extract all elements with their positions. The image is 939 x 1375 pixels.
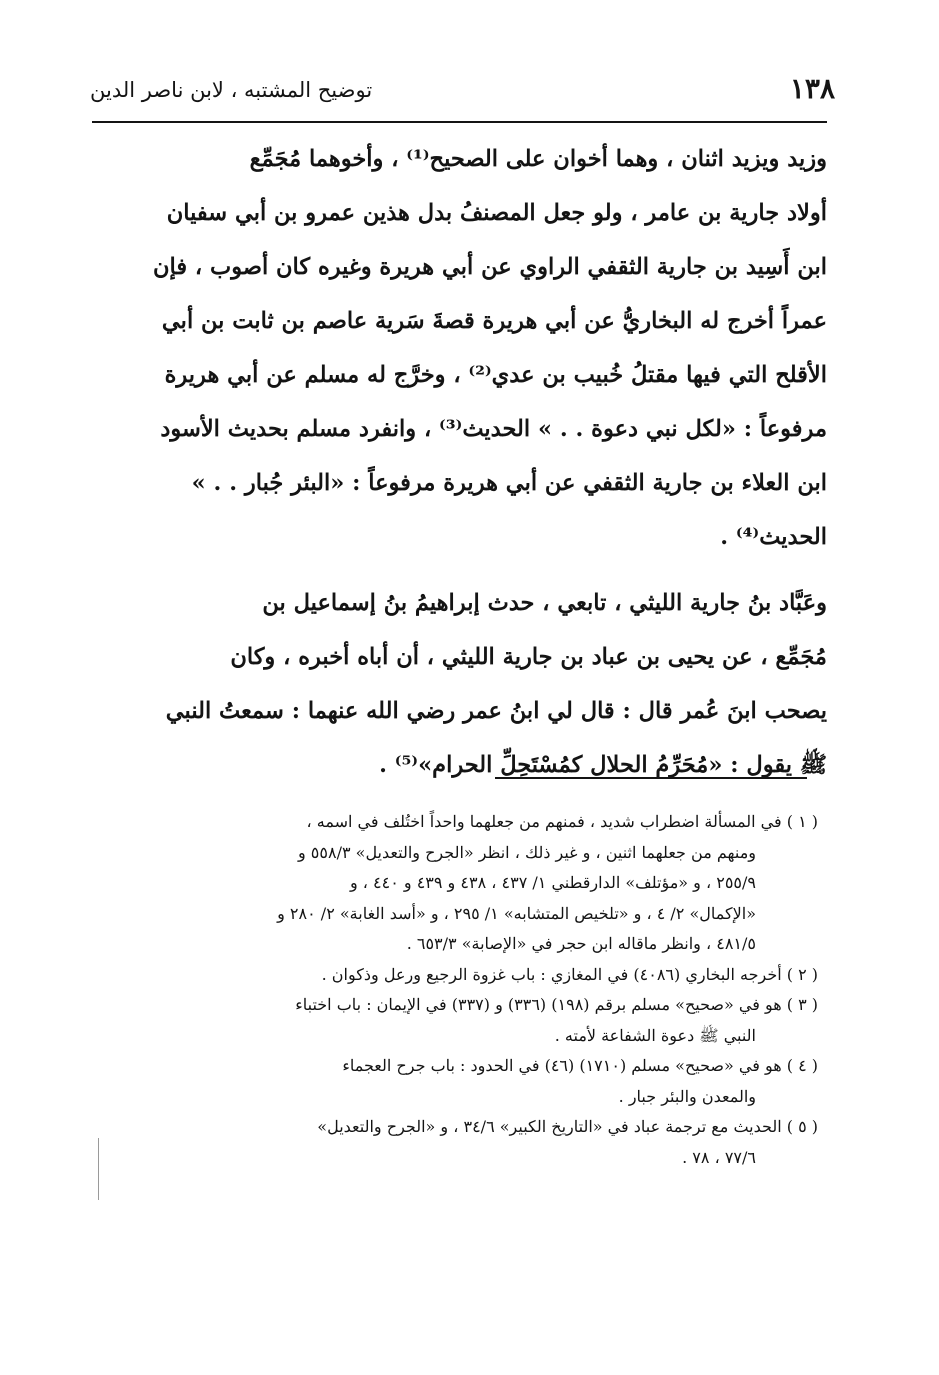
running-title: توضيح المشتبه ، لابن ناصر الدين: [90, 78, 373, 102]
footnote-1-cont: ٢٥٥/٩ ، و «مؤتلف» الدارقطني ١/ ٤٣٧ ، ٤٣٨ و ٤٣٩ و ٤٤٠ ، و: [349, 873, 756, 892]
footnote-3: ( ٣ ) هو في «صحيح» مسلم برقم (١٩٨) (٣٣٦) و (٣٣٧) في الإيمان : باب اختباء: [295, 995, 818, 1014]
footnote-1-cont: ومنهم من جعلهما اثنين ، و غير ذلك ، انظر «الجرح والتعديل» ٥٥٨/٣ و: [297, 842, 756, 862]
body-line: مرفوعاً : «لكل نبي دعوة . . » الحديث⁽³⁾ ، وانفرد مسلم بحديث الأسود: [160, 416, 827, 442]
body-line: ﷺ يقول : «مُحَرِّمُ الحلال كمُسْتَحِلِّ الحرام»⁽⁵⁾ .: [379, 752, 827, 778]
footnote-1: ( ١ ) في المسألة اضطراب شديد ، فمنهم من جعلهما واحداً اختُلف في اسمه ،: [306, 812, 818, 831]
main-text: [92, 132, 827, 792]
body-line: مُجَمِّع ، عن يحيى بن عباد بن جارية الليثي ، أن أباه أخبره ، وكان: [230, 644, 827, 670]
body-line: الأقلح التي فيها مقتلُ خُبيب بن عدي⁽²⁾ ، وخرَّج له مسلم عن أبي هريرة: [164, 362, 827, 388]
body-line: وزيد ويزيد اثنان ، وهما أخوان على الصحيح⁽¹⁾ ، وأخوهما مُجَمِّع: [249, 146, 827, 172]
footnote-1-cont: «الإكمال» ٢/ ٤ ، و «تلخيص المتشابه» ١/ ٢٩٥ ، و «أسد الغابة» ٢/ ٢٨٠ و: [277, 903, 756, 923]
footnote-2: ( ٢ ) أخرجه البخاري (٤٠٨٦) في المغازي : باب غزوة الرجيع ورعل وذكوان .: [321, 964, 818, 984]
scan-margin-mark: [98, 1138, 99, 1200]
footnote-4-cont: والمعدن والبئر جبار .: [618, 1086, 756, 1106]
footnote-separator: [495, 777, 807, 779]
page-number: ١٣٨: [789, 72, 835, 105]
body-line: عمراً أخرج له البخاريُّ عن أبي هريرة قصةَ سَرية عاصم بن ثابت بن أبي: [161, 308, 827, 334]
body-line: ابن أَسِيد بن جارية الثقفي الراوي عن أبي هريرة وغيره كان أصوب ، فإن: [152, 254, 827, 280]
body-line: وعَبَّاد بنُ جارية الليثي ، تابعي ، حدث إبراهيمُ بنُ إسماعيل بن: [262, 590, 827, 616]
body-line: أولاد جارية بن عامر ، ولو جعل المصنفُ بدل هذين عمرو بن أبي سفيان: [166, 200, 827, 226]
footnotes: [100, 807, 818, 1173]
paragraph-gap: [92, 564, 827, 576]
header-rule: [92, 121, 827, 123]
body-line: ابن العلاء بن جارية الثقفي عن أبي هريرة مرفوعاً : «البئر جُبار . . »: [191, 470, 827, 496]
body-line: يصحب ابنَ عُمر قال : قال لي ابنُ عمر رضي الله عنهما : سمعتُ النبي: [165, 698, 827, 724]
footnote-4: ( ٤ ) هو في «صحيح» مسلم (١٧١٠) (٤٦) في الحدود : باب جرح العجماء: [342, 1056, 818, 1075]
body-line: الحديث⁽⁴⁾ .: [720, 524, 827, 550]
footnote-5: ( ٥ ) الحديث مع ترجمة عباد في «التاريخ الكبير» ٣٤/٦ ، و «الجرح والتعديل»: [317, 1117, 818, 1136]
footnote-5-cont: ٧٧/٦ ، ٧٨ .: [682, 1147, 756, 1167]
footnote-1-cont: ٤٨١/٥ ، وانظر ماقاله ابن حجر في «الإصابة» ٦٥٣/٣ .: [406, 934, 756, 953]
footnote-3-cont: النبي ﷺ دعوة الشفاعة لأمته .: [554, 1025, 756, 1045]
